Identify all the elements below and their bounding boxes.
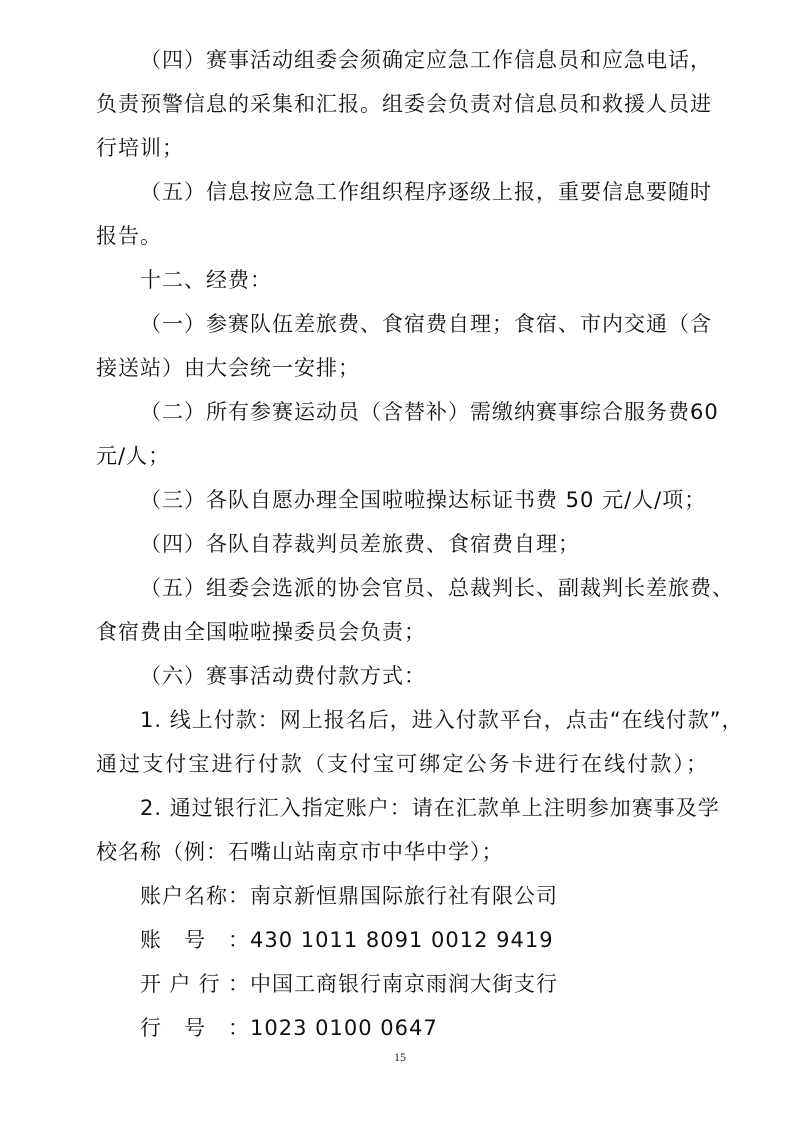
paragraph-line-8: 接送站）由大会统一安排； bbox=[96, 356, 360, 380]
section-heading-funding: 十二、经费： bbox=[140, 268, 272, 292]
bank-code-row bbox=[140, 1014, 438, 1042]
page-number: 15 bbox=[394, 1050, 406, 1064]
paragraph-line-12: （四）各队自荐裁判员差旅费、食宿费自理； bbox=[140, 532, 580, 556]
paragraph-line-15: （六）赛事活动费付款方式： bbox=[140, 664, 426, 688]
paragraph-line-2: 负责预警信息的采集和汇报。组委会负责对信息员和救援人员进 bbox=[96, 92, 712, 116]
paragraph-line-4: （五）信息按应急工作组织程序逐级上报，重要信息要随时 bbox=[140, 180, 712, 204]
account-name-row bbox=[140, 882, 558, 910]
paragraph-line-9: （二）所有参赛运动员（含替补）需缴纳赛事综合服务费60 bbox=[140, 400, 719, 424]
paragraph-line-3: 行培训； bbox=[96, 136, 184, 160]
bank-code-label: 行号： bbox=[140, 1016, 250, 1040]
paragraph-line-10: 元/人； bbox=[96, 444, 171, 468]
paragraph-line-17: 通过支付宝进行付款（支付宝可绑定公务卡进行在线付款）； bbox=[96, 752, 708, 776]
account-name-value: 南京新恒鼎国际旅行社有限公司 bbox=[250, 884, 558, 908]
bank-value: 中国工商银行南京雨润大街支行 bbox=[250, 972, 558, 996]
paragraph-line-1: （四）赛事活动组委会须确定应急工作信息员和应急电话， bbox=[140, 48, 712, 72]
paragraph-line-13: （五）组委会选派的协会官员、总裁判长、副裁判长差旅费、 bbox=[140, 576, 734, 600]
account-name-label: 账户名称： bbox=[140, 884, 250, 908]
paragraph-line-11: （三）各队自愿办理全国啦啦操达标证书费 50 元/人/项； bbox=[140, 488, 707, 512]
account-number-row bbox=[140, 926, 554, 954]
paragraph-line-5: 报告。 bbox=[96, 224, 162, 248]
paragraph-line-7: （一）参赛队伍差旅费、食宿费自理；食宿、市内交通（含 bbox=[140, 312, 712, 336]
paragraph-line-18: 2. 通过银行汇入指定账户：请在汇款单上注明参加赛事及学 bbox=[140, 796, 720, 820]
paragraph-line-19: 校名称（例：石嘴山站南京市中华中学）； bbox=[96, 840, 504, 864]
account-number-value: 430 1011 8091 0012 9419 bbox=[250, 928, 554, 952]
paragraph-line-14: 食宿费由全国啦啦操委员会负责； bbox=[96, 620, 426, 644]
bank-code-value: 1023 0100 0647 bbox=[250, 1016, 438, 1040]
bank-label: 开户行： bbox=[140, 972, 250, 996]
paragraph-line-16: 1. 线上付款：网上报名后，进入付款平台，点击“在线付款”， bbox=[140, 708, 744, 732]
bank-row bbox=[140, 970, 558, 998]
account-number-label: 账号： bbox=[140, 928, 250, 952]
